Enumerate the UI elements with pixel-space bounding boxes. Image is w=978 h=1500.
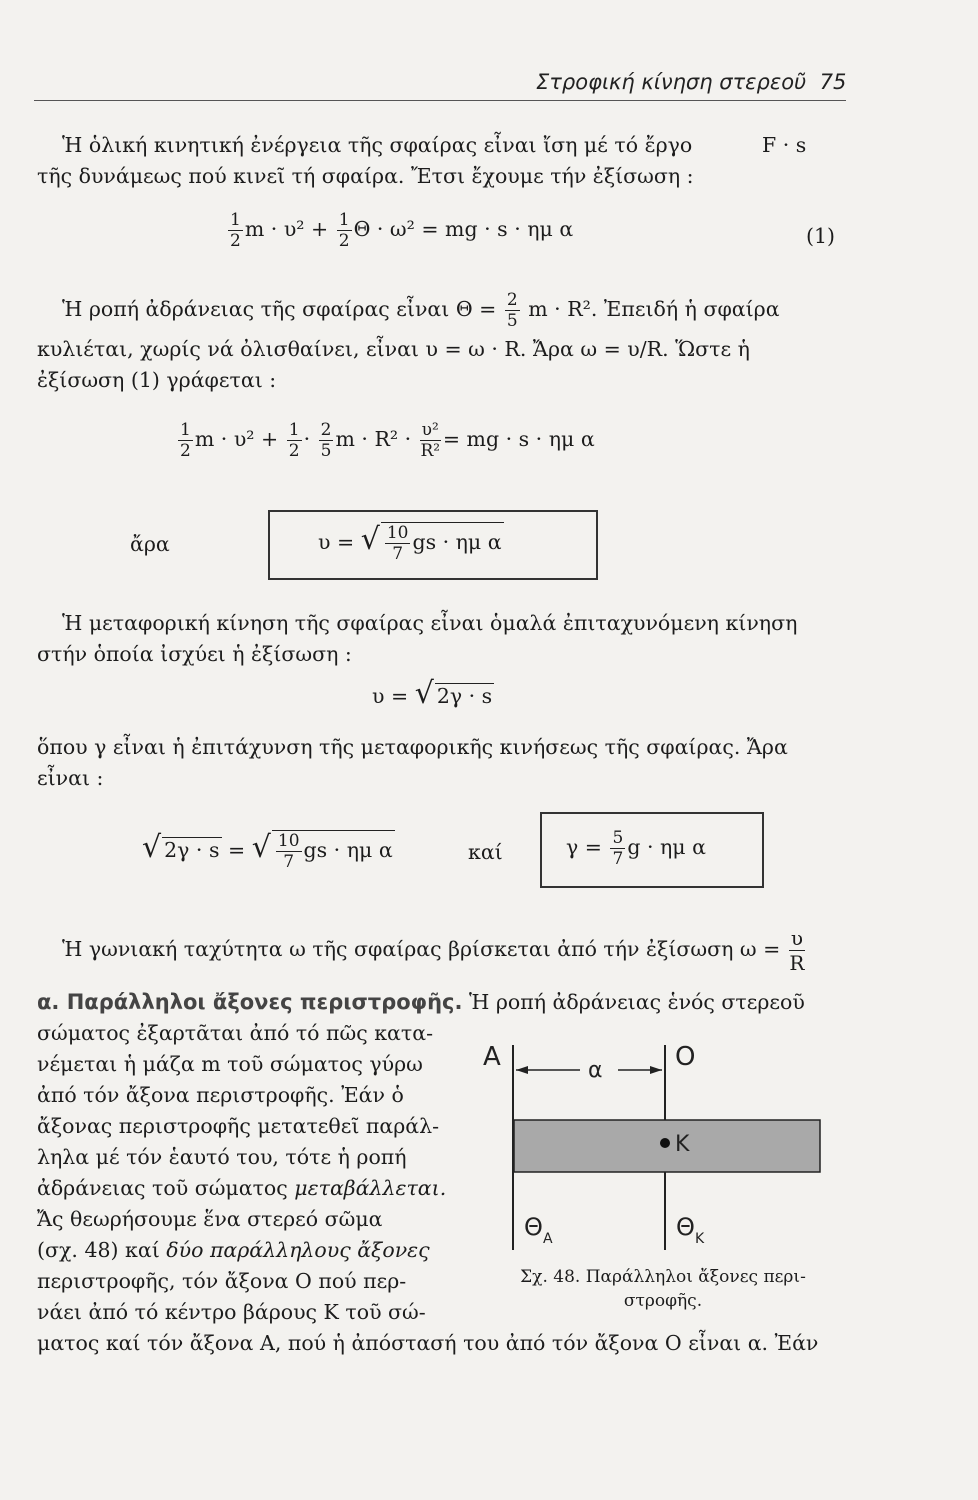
section-line-2: νέμεται ἡ μάζα m τοῦ σώματος γύρω [37, 1052, 423, 1076]
running-title: Στροφική κίνηση στερεοῦ [536, 70, 807, 94]
p1-line1 [62, 133, 692, 157]
eq4-rhs: 2γ · s [436, 684, 493, 708]
eq5-gamma: γ = [566, 835, 602, 859]
eq1-den-a: 2 [230, 231, 241, 251]
section-line-3: ἀπό τόν ἄξονα περιστροφῆς. Ἐάν ὁ [37, 1083, 404, 1107]
section-line-1: σώματος ἐξαρτᾶται ἀπό τό πῶς κατα- [37, 1021, 433, 1045]
eq5-den2: 7 [612, 849, 624, 869]
eq2-den-b: 2 [288, 441, 300, 461]
eq5-equals: = [228, 838, 246, 862]
p5-frac [789, 926, 805, 975]
p5-line [62, 926, 807, 975]
p1-line1-force [762, 133, 806, 157]
p2-frac-den: 5 [506, 311, 518, 331]
eq1-frac-a [228, 210, 243, 251]
equation-1 [226, 210, 573, 251]
eq2-den-d: R² [420, 441, 441, 461]
equation-3 [318, 522, 504, 564]
p4-line2: εἶναι : [37, 766, 104, 790]
p2-line1 [62, 290, 780, 331]
figure-48-diagram [480, 1035, 840, 1275]
eq5-radical-a: √ [142, 830, 162, 865]
p4-line1: ὅπου γ εἶναι ἡ ἐπιτάχυνση τῆς μεταφορικῆς κινήσεως τῆς σφαίρας. Ἄρα [37, 735, 788, 759]
eq2-dot: · [303, 427, 311, 451]
section-line-6 [37, 1176, 446, 1200]
eq3-frac [385, 523, 411, 564]
p2-line1a: Ἡ ροπή ἀδράνειας τῆς σφαίρας εἶναι Θ = [62, 297, 497, 321]
p5-den: R [789, 951, 805, 975]
label-axis-o: O [675, 1042, 696, 1072]
p2-line1b: m · R². Ἐπειδή ἡ σφαίρα [528, 297, 780, 321]
p1-line1-text: Ἡ ὁλική κινητική ἐνέργεια τῆς σφαίρας εἶναι ἴση μέ τό ἔργο [62, 133, 693, 157]
caption-line-2: στροφῆς. [623, 1291, 703, 1311]
center-of-mass-dot [660, 1138, 670, 1148]
eq2-frac-c [319, 420, 334, 461]
eq1-part1: m · υ² + [244, 217, 329, 241]
eq5-rhs: g · ημ α [627, 835, 706, 859]
eq1-num-b: 1 [338, 210, 350, 230]
label-theta-k: Θ [676, 1213, 695, 1241]
eq2-den-a: 2 [180, 441, 191, 461]
section-line-8a: (σχ. 48) καί [37, 1238, 160, 1262]
p2-line2: κυλιέται, χωρίς νά ὀλισθαίνει, εἶναι υ = ω · R. Ἄρα ω = υ/R. Ὥστε ἡ [37, 337, 750, 361]
p1-force-expression: F · s [762, 133, 807, 157]
label-theta-a: Θ [524, 1213, 543, 1241]
eq2-den-c: 5 [320, 441, 332, 461]
section-line-10: νάει ἀπό τό κέντρο βάρους Κ τοῦ σώ- [37, 1300, 426, 1324]
section-line-11: ματος καί τόν ἄξονα Α, πού ἡ ἀπόστασή του ἀπό τόν ἄξονα Ο εἶναι α. Ἐάν [37, 1331, 819, 1355]
eq2-frac-a [178, 420, 193, 461]
equation-5 [142, 830, 395, 872]
eq5-den: 7 [283, 852, 295, 872]
eq5-left: 2γ · s [164, 838, 220, 862]
eq3-radical: √ [360, 522, 380, 557]
eq2-part1: m · υ² + [194, 427, 279, 451]
section-heading-line [37, 990, 805, 1014]
label-theta-k-subscript: K [695, 1231, 705, 1247]
equation-1-number: (1) [806, 224, 836, 248]
eq5-num: 10 [277, 831, 300, 851]
eq4-radical: √ [414, 676, 434, 711]
running-header [536, 70, 846, 94]
label-distance-a: α [588, 1058, 603, 1083]
eq2-frac-d [420, 420, 441, 461]
header-rule [34, 100, 846, 101]
equation-4 [372, 676, 494, 711]
eq1-num-a: 1 [230, 210, 241, 230]
eq5-frac [276, 831, 302, 872]
p2-line3: ἐξίσωση (1) γράφεται : [37, 368, 277, 392]
eq2-num-a: 1 [180, 420, 191, 440]
eq3-lhs: υ = [318, 530, 355, 554]
eq5-conjunction: καί [468, 840, 503, 864]
section-line-7: Ἄς θεωρήσουμε ἕνα στερεό σῶμα [37, 1207, 383, 1231]
eq3-label: ἄρα [130, 532, 170, 556]
eq2-part3: = mg · s · ημ α [442, 427, 595, 451]
eq2-num-c: 2 [320, 420, 332, 440]
section-line-6a: ἀδράνειας τοῦ σώματος [37, 1176, 288, 1200]
section-line-4: ἄξονας περιστροφῆς μετατεθεῖ παράλ- [37, 1114, 440, 1138]
p5-num: υ [790, 926, 803, 950]
section-line-9: περιστροφῆς, τόν ἄξονα Ο πού περ- [37, 1269, 407, 1293]
eq5-num2: 5 [612, 828, 624, 848]
eq2-part2: m · R² · [335, 427, 412, 451]
eq4-lhs: υ = [372, 684, 409, 708]
eq3-sqrt [381, 522, 504, 564]
p1-line2 [37, 164, 694, 188]
section-line-8b: δύο παράλληλους ἄξονες [166, 1238, 430, 1262]
eq3-den: 7 [392, 544, 404, 564]
equation-2 [176, 420, 595, 461]
section-line-6b: μεταβάλλεται. [294, 1176, 447, 1200]
section-line-8 [37, 1238, 430, 1262]
eq5-sqrt [272, 830, 395, 872]
p5-text: Ἡ γωνιακή ταχύτητα ω τῆς σφαίρας βρίσκεται ἀπό τήν ἐξίσωση ω = [62, 937, 781, 961]
p3-line2: στήν ὁποία ἰσχύει ἡ ἐξίσωση : [37, 642, 352, 666]
eq1-part2: Θ · ω² = mg · s · ημ α [353, 217, 574, 241]
eq3-num: 10 [386, 523, 409, 543]
arrowhead-right-icon [650, 1066, 662, 1074]
section-line-5: ληλα μέ τόν ἑαυτό του, τότε ἡ ροπή [37, 1145, 407, 1169]
p3-line1: Ἡ μεταφορική κίνηση τῆς σφαίρας εἶναι ὁμαλά ἐπιταχυνόμενη κίνηση [62, 611, 798, 635]
eq1-den-b: 2 [338, 231, 350, 251]
eq2-num-d: υ² [421, 420, 439, 440]
eq2-num-b: 1 [288, 420, 300, 440]
section-title-rest: Ἡ ροπή ἀδράνειας ἑνός στερεοῦ [469, 990, 805, 1014]
eq5-frac2 [610, 828, 625, 869]
label-axis-a: A [483, 1042, 501, 1072]
eq5-mid: gs · ημ α [303, 838, 393, 862]
caption-line-1: Σχ. 48. Παράλληλοι ἄξονες περι- [520, 1267, 806, 1287]
eq2-frac-b [287, 420, 302, 461]
page-number: 75 [819, 70, 847, 94]
eq5-radical-b: √ [251, 830, 271, 865]
eq3-rhs: gs · ημ α [412, 530, 502, 554]
equation-5-gamma [566, 828, 706, 869]
p1-line2-text: τῆς δυνάμεως πού κινεῖ τή σφαίρα. Ἔτσι ἔχουμε τήν ἐξίσωση : [37, 164, 694, 188]
section-title: α. Παράλληλοι ἄξονες περιστροφῆς. [37, 990, 463, 1014]
label-k: K [675, 1132, 690, 1157]
p2-frac [505, 290, 520, 331]
eq1-frac-b [337, 210, 352, 251]
label-theta-a-subscript: A [543, 1231, 553, 1247]
arrowhead-left-icon [516, 1066, 528, 1074]
figure-48-caption [498, 1265, 828, 1313]
p2-frac-num: 2 [506, 290, 518, 310]
